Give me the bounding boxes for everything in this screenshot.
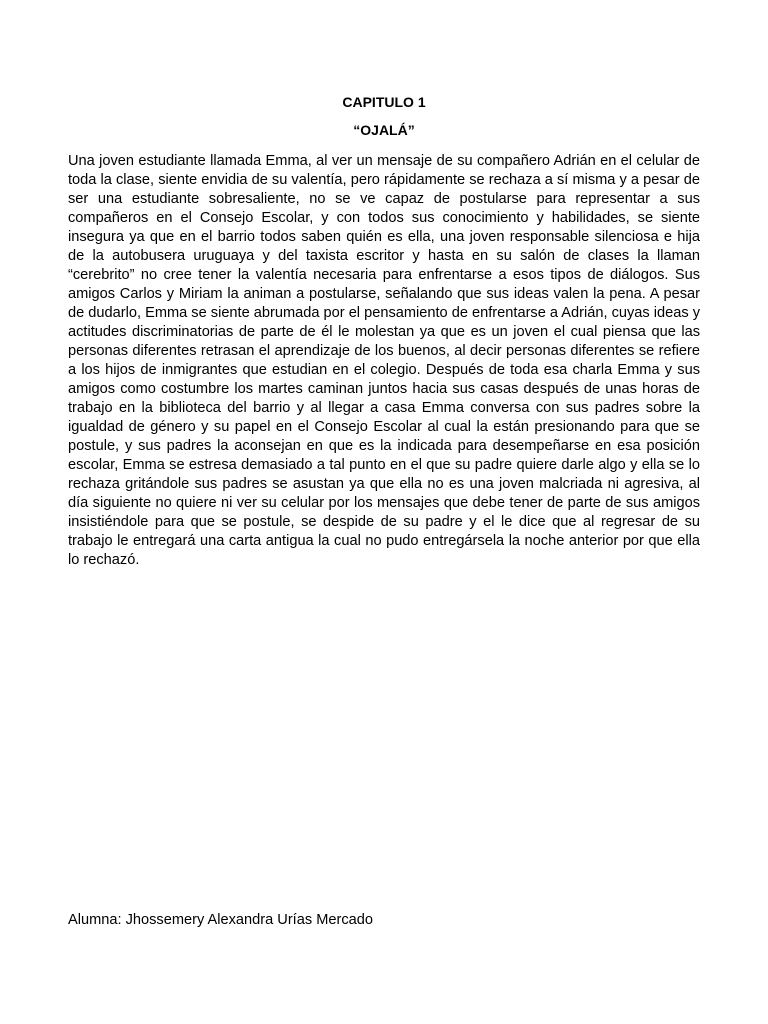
chapter-number: CAPITULO 1 <box>342 94 426 110</box>
chapter-body-paragraph: Una joven estudiante llamada Emma, al ver un mensaje de su compañero Adrián en el celular de toda la clase, siente envidia de su valentía, pero rápidamente se rechaza a sí misma y a pesar de ser una estudiante sobresaliente, no se ve capaz de postularse para representar a sus compañeros en el Consejo Escolar, y con todos sus conocimiento y habilidades, se siente insegura ya que en el barrio todos saben quién es ella, una joven responsable silenciosa e hija de la autobusera uruguaya y del taxista escritor y hasta en su salón de clases la llaman “cerebrito” no cree tener la valentía necesaria para enfrentarse a esos tipos de diálogos. Sus amigos Carlos y Miriam la animan a postularse, señalando que sus ideas valen la pena. A pesar de dudarlo, Emma se siente abrumada por el pensamiento de enfrentarse a Adrián, cuyas ideas y actitudes discriminatorias de parte de él le molestan ya que es un joven el cual piensa que las personas diferentes retrasan el aprendizaje de los buenos, al decir personas diferentes se refiere a los hijos de inmigrantes que estudian en el colegio. Después de toda esa charla Emma y sus amigos como costumbre los martes caminan juntos hacia sus casas después de unas horas de trabajo en la biblioteca del barrio y al llegar a casa Emma conversa con sus padres sobre la igualdad de género y su papel en el Consejo Escolar al cual la están presionando para que se postule, y sus padres la aconsejan en que es la indicada para desempeñarse en esa posición escolar, Emma se estresa demasiado a tal punto en el que su padre quiere darle algo y ella se lo rechaza gritándole sus padres se asustan ya que ella no es una joven malcriada ni agresiva, al día siguiente no quiere ni ver su celular por los mensajes que debe tener de parte de sus amigos insistiéndole para que se postule, se despide de su padre y el le dice que al regresar de su trabajo le entregará una carta antigua la cual no pudo entregársela la noche anterior por que ella lo rechazó. <box>68 153 700 568</box>
chapter-title: “OJALÁ” <box>353 122 415 138</box>
student-name: Alumna: Jhossemery Alexandra Urías Mercado <box>68 912 373 928</box>
